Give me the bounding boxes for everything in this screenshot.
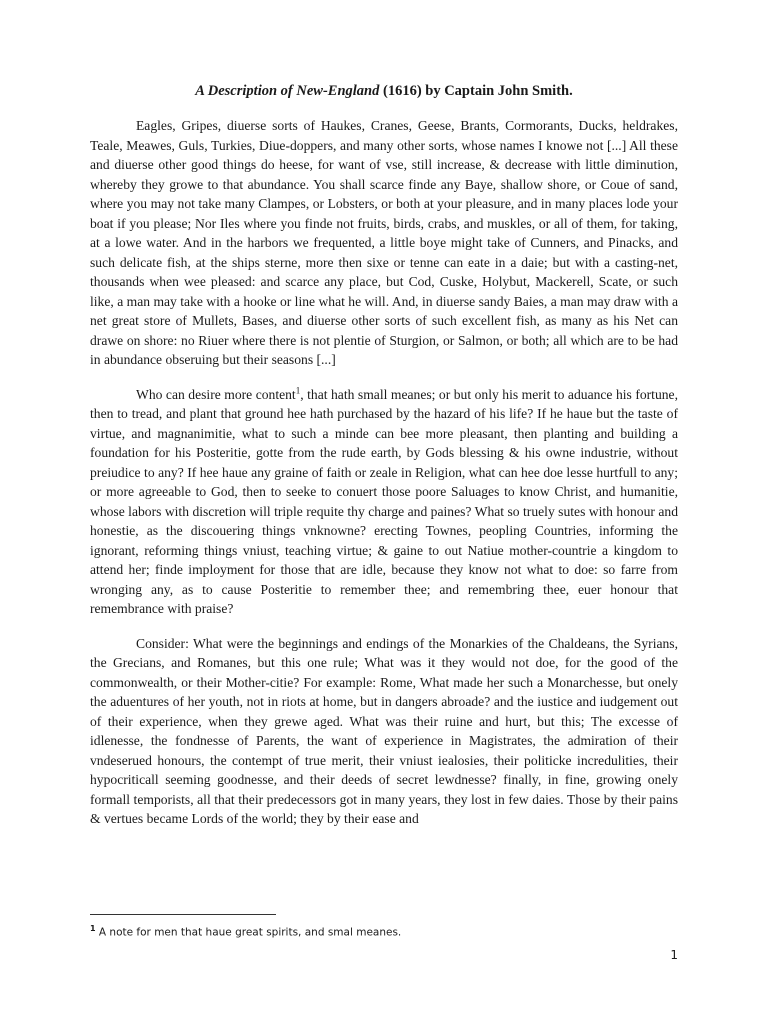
footnote-separator <box>90 914 276 915</box>
paragraph-2 <box>90 385 678 619</box>
footnote-mark: 1 <box>90 924 96 933</box>
paragraph-1: Eagles, Gripes, diuerse sorts of Haukes, Cranes, Geese, Brants, Cormorants, Ducks, heldrakes, Teale, Meawes, Guls, Turkies, Diue-doppers, and many other sorts, whose names I knowe not [...] All these and diuerse other good things do heese, for want of vse, still increase, & decrease with little diminution, whereby they growe to that abundance. You shall scarce finde any Baye, shallow shore, or Coue of sand, where you may not take many Clampes, or Lobsters, or both at your pleasure, and in many places lode your boat if you please; Nor Iles where you finde not fruits, birds, crabs, and muskles, or all of them, for taking, at a lowe water. And in the harbors we frequented, a little boye might take of Cunners, and Pinacks, and such delicate fish, at the ships sterne, more then sixe or tenne can eate in a daie; but with a casting-net, thousands when wee pleased: and scarce any place, but Cod, Cuske, Holybut, Mackerell, Scate, or such like, a man may take with a hooke or line what he will. And, in diuerse sandy Baies, a man may draw with a net great store of Mullets, Bases, and diuerse other sorts of such excellent fish, as many as his Net can drawe on shore: no Riuer where there is not plentie of Sturgion, or Salmon, or both; all which are to be had in abundance obseruing but their seasons [...] <box>90 118 678 367</box>
paragraph-2-rest: , that hath small meanes; or but only his merit to aduance his fortune, then to tread, and plant that ground hee hath purchased by the hazard of his life? If he haue but the taste of virtue, and magnanimitie, what to such a minde can bee more pleasant, then planting and building a foundation for his Posteritie, gotte from the rude earth, by Gods blessing & his owne industrie, without preiudice to any? If hee haue any graine of faith or zeale in Religion, what can hee doe lesse hurtfull to any; or more agreeable to God, then to seeke to conuert those poore Saluages to know Christ, and humanitie, whose labors with discretion will triple requite thy charge and paines? What so truely sutes with honour and honestie, as the discouering things vnknowne? erecting Townes, peopling Countries, informing the ignorant, reforming things vniust, teaching virtue; & gaine to out Natiue mother-countrie a kingdom to attend her; finde imployment for those that are idle, because they know not what to doe: so farre from wronging any, as to cause Posteritie to remember thee; and remembring thee, euer honour that remembrance with praise? <box>90 386 678 616</box>
title-italic: A Description of New-England <box>195 83 380 99</box>
page-number: 1 <box>670 948 678 962</box>
footnote-text: A note for men that haue great spirits, and smal meanes. <box>95 926 402 939</box>
document-title <box>90 78 678 104</box>
paragraph-3: Consider: What were the beginnings and endings of the Monarkies of the Chaldeans, the Syrians, the Grecians, and Romanes, but this one rule; What was it they would not doe, for the good of the commonwealth, or their Mother-citie? For example: Rome, What made her such a Monarchesse, but onely the aduentures of her youth, not in riots at home, but in dangers abroade? and the iustice and iudgement out of their experience, when they grewe aged. What was their ruine and hurt, but this; The excesse of idlenesse, the fondnesse of Parents, the want of experience in Magistrates, the admiration of their vndeserued honours, the contempt of true merit, their vniust iealosies, their politicke incredulities, their hypocriticall seeming goodnesse, and their deeds of secret lewdnesse? finally, in fine, growing onely formall temporists, all that their predecessors got in many years, they lost in few daies. Those by their pains & vertues became Lords of the world; they by their ease and <box>90 635 678 826</box>
paragraph-2-start: Who can desire more content <box>136 386 296 402</box>
title-rest: (1616) by Captain John Smith. <box>379 83 573 99</box>
footnote-reference[interactable]: 1 <box>295 384 301 395</box>
document-page <box>90 78 678 844</box>
footnote <box>90 920 678 942</box>
